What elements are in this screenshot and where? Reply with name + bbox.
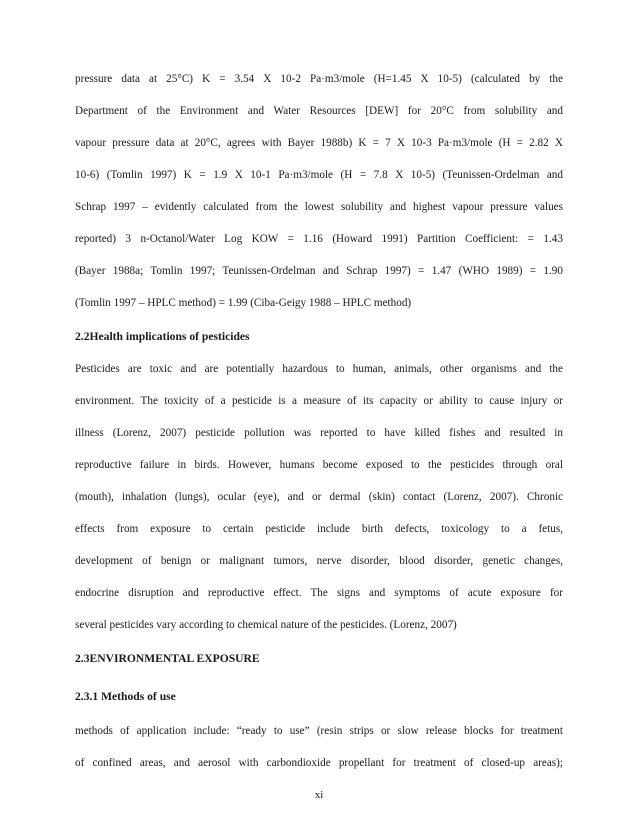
- text-line: (Bayer 1988a; Tomlin 1997; Teunissen-Ordelman and Schrap 1997) = 1.47 (WHO 1989) = 1.90: [75, 265, 563, 277]
- text-line: reproductive failure in birds. However, humans become exposed to the pesticides through oral: [75, 459, 563, 471]
- text-line: Pesticides are toxic and are potentially hazardous to human, animals, other organisms and the: [75, 363, 563, 375]
- text-line: Department of the Environment and Water Resources [DEW] for 20°C from solubility and: [75, 105, 563, 117]
- text-line: several pesticides vary according to chemical nature of the pesticides. (Lorenz, 2007): [75, 619, 457, 631]
- text-line: 10-6) (Tomlin 1997) K = 1.9 X 10-1 Pa·m3/mole (H = 7.8 X 10-5) (Teunissen-Ordelman and: [75, 169, 563, 181]
- subsection-heading: 2.3.1 Methods of use: [75, 690, 176, 703]
- text-line: of confined areas, and aerosol with carbondioxide propellant for treatment of closed-up areas);: [75, 757, 563, 769]
- text-line: (mouth), inhalation (lungs), ocular (eye), and or dermal (skin) contact (Lorenz, 2007). Chronic: [75, 491, 563, 503]
- text-line: illness (Lorenz, 2007) pesticide pollution was reported to have killed fishes and resulted in: [75, 427, 563, 439]
- text-line: environment. The toxicity of a pesticide is a measure of its capacity or ability to cause injury or: [75, 395, 563, 407]
- text-line: effects from exposure to certain pesticide include birth defects, toxicology to a fetus,: [75, 523, 563, 535]
- text-line: endocrine disruption and reproductive effect. The signs and symptoms of acute exposure for: [75, 587, 563, 599]
- text-line: methods of application include: “ready to use” (resin strips or slow release blocks for treatment: [75, 725, 563, 737]
- text-line: (Tomlin 1997 – HPLC method) = 1.99 (Ciba-Geigy 1988 – HPLC method): [75, 297, 412, 309]
- text-line: pressure data at 25°C) K = 3.54 X 10-2 Pa·m3/mole (H=1.45 X 10-5) (calculated by the: [75, 73, 563, 85]
- section-heading: 2.2Health implications of pesticides: [75, 330, 250, 343]
- text-line: reported) 3 n-Octanol/Water Log KOW = 1.16 (Howard 1991) Partition Coefficient: = 1.43: [75, 233, 563, 245]
- text-line: Schrap 1997 – evidently calculated from the lowest solubility and highest vapour pressure values: [75, 201, 563, 213]
- text-line: development of benign or malignant tumors, nerve disorder, blood disorder, genetic changes,: [75, 555, 563, 567]
- section-heading: 2.3ENVIRONMENTAL EXPOSURE: [75, 652, 260, 665]
- page-number: xi: [314, 789, 324, 801]
- text-line: vapour pressure data at 20°C, agrees with Bayer 1988b) K = 7 X 10-3 Pa·m3/mole (H = 2.82 X: [75, 137, 563, 149]
